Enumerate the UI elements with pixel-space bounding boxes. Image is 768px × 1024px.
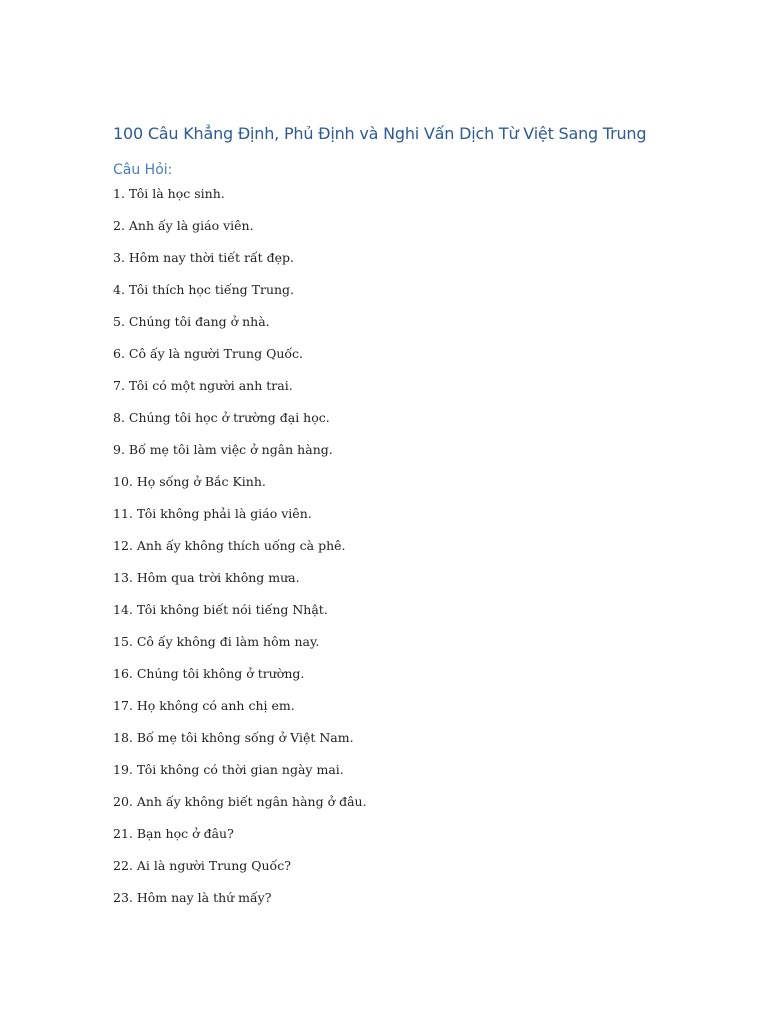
list-item: 23. Hôm nay là thứ mấy? <box>113 890 272 905</box>
list-item: 3. Hôm nay thời tiết rất đẹp. <box>113 250 294 265</box>
list-item: 10. Họ sống ở Bắc Kinh. <box>113 474 266 489</box>
list-item: 5. Chúng tôi đang ở nhà. <box>113 314 270 329</box>
list-item: 9. Bố mẹ tôi làm việc ở ngân hàng. <box>113 442 333 457</box>
list-item: 18. Bố mẹ tôi không sống ở Việt Nam. <box>113 730 354 745</box>
list-item: 22. Ai là người Trung Quốc? <box>113 858 291 873</box>
list-item: 20. Anh ấy không biết ngân hàng ở đâu. <box>113 794 367 809</box>
section-heading-questions: Câu Hỏi: <box>113 162 173 178</box>
list-item: 6. Cô ấy là người Trung Quốc. <box>113 346 303 361</box>
list-item: 13. Hôm qua trời không mưa. <box>113 570 300 585</box>
list-item: 14. Tôi không biết nói tiếng Nhật. <box>113 602 328 617</box>
question-list <box>113 185 367 921</box>
list-item: 12. Anh ấy không thích uống cà phê. <box>113 538 346 553</box>
document-title: 100 Câu Khẳng Định, Phủ Định và Nghi Vấn Dịch Từ Việt Sang Trung <box>113 124 647 143</box>
list-item: 19. Tôi không có thời gian ngày mai. <box>113 762 344 777</box>
list-item: 2. Anh ấy là giáo viên. <box>113 218 254 233</box>
list-item: 17. Họ không có anh chị em. <box>113 698 295 713</box>
list-item: 15. Cô ấy không đi làm hôm nay. <box>113 634 320 649</box>
list-item: 11. Tôi không phải là giáo viên. <box>113 506 312 521</box>
list-item: 21. Bạn học ở đâu? <box>113 826 234 841</box>
list-item: 16. Chúng tôi không ở trường. <box>113 666 305 681</box>
list-item: 1. Tôi là học sinh. <box>113 186 225 201</box>
list-item: 7. Tôi có một người anh trai. <box>113 378 293 393</box>
list-item: 4. Tôi thích học tiếng Trung. <box>113 282 295 297</box>
list-item: 8. Chúng tôi học ở trường đại học. <box>113 410 330 425</box>
